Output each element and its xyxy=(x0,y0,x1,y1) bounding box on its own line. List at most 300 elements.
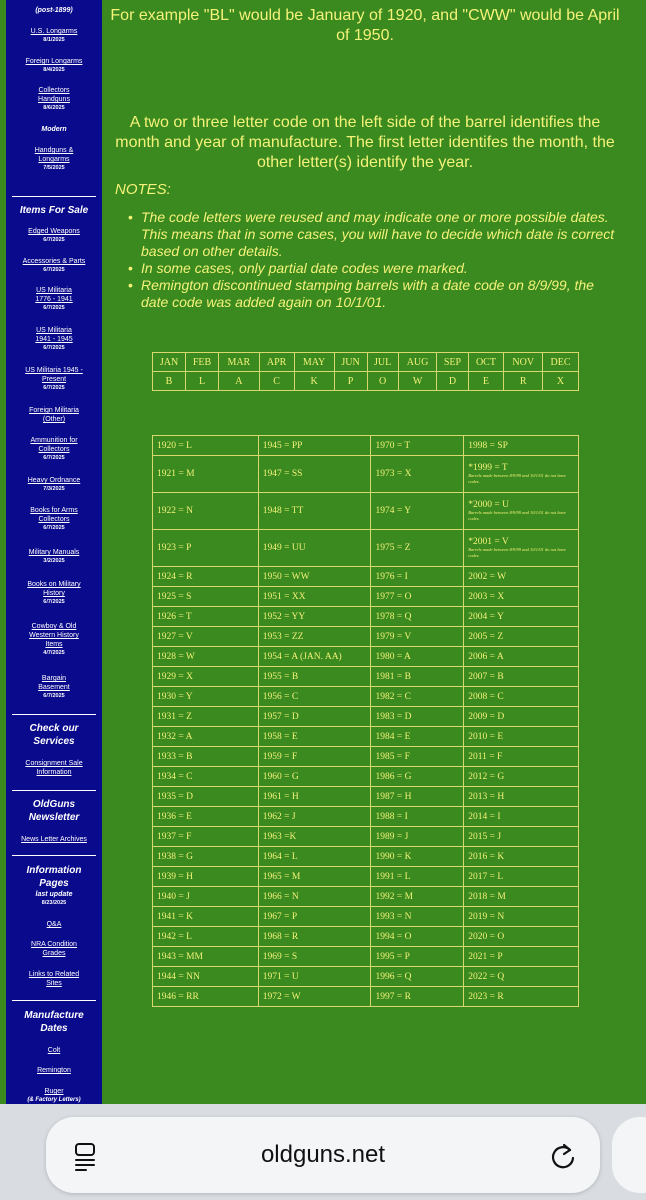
sidebar-item-edged-weapons[interactable] xyxy=(6,227,102,244)
year-code-text: 2016 = K xyxy=(468,851,505,862)
sidebar-item-books-military-history[interactable] xyxy=(6,580,102,606)
year-code-text: 1965 = M xyxy=(262,871,301,882)
year-code-cell xyxy=(153,967,259,987)
year-code-cell xyxy=(258,807,371,827)
month-cell: JAN xyxy=(153,353,186,372)
sidebar-item-us-militaria-1776[interactable] xyxy=(6,286,102,312)
year-code-text: 1962 = J xyxy=(262,811,296,822)
year-code-text: 1920 = L xyxy=(157,440,192,451)
year-code-cell xyxy=(464,567,579,587)
table-row xyxy=(153,587,579,607)
year-code-cell xyxy=(153,847,259,867)
sidebar-date: 4/7/2025 xyxy=(43,650,65,656)
year-code-cell xyxy=(464,827,579,847)
year-code-text: 2012 = G xyxy=(468,771,505,782)
year-code-text: 1954 = A (JAN. AA) xyxy=(262,651,342,662)
year-code-cell xyxy=(258,867,371,887)
month-code-cell: D xyxy=(437,372,468,391)
sidebar-link[interactable]: Books for Arms Collectors xyxy=(30,507,78,523)
sidebar-date: 3/2/2025 xyxy=(43,558,65,564)
year-code-cell xyxy=(371,707,464,727)
year-code-text: 1921 = M xyxy=(157,469,195,479)
year-code-cell xyxy=(258,927,371,947)
sidebar-link[interactable]: Foreign Longarms xyxy=(25,58,83,65)
sidebar-last-update-date: 8/23/2025 xyxy=(41,900,67,906)
year-code-cell xyxy=(258,493,371,530)
year-code-cell xyxy=(464,607,579,627)
table-row xyxy=(153,607,579,627)
sidebar-date: 6/7/2025 xyxy=(43,693,65,699)
sidebar-item-us-longarms[interactable] xyxy=(6,27,102,44)
year-code-cell xyxy=(371,787,464,807)
year-code-text: 1936 = E xyxy=(157,811,192,822)
year-code-text: 1961 = H xyxy=(262,791,299,802)
year-code-text: 1938 = G xyxy=(157,851,193,862)
year-code-text: 1944 = NN xyxy=(157,971,200,982)
sidebar-link[interactable]: Collectors Handguns xyxy=(38,87,70,103)
year-code-cell xyxy=(258,647,371,667)
year-code-text: *2001 = V xyxy=(468,537,509,547)
sidebar-heading-information-pages: Information Pages xyxy=(26,865,82,889)
sidebar-link[interactable]: Edged Weapons xyxy=(28,228,80,235)
year-code-text: 1996 = Q xyxy=(375,971,412,982)
year-code-text: 2022 = Q xyxy=(468,971,505,982)
year-code-text: 1952 = YY xyxy=(262,611,306,622)
year-code-text: 2021 = P xyxy=(468,951,503,962)
sidebar-item-books-arms-collectors[interactable] xyxy=(6,506,102,532)
year-code-text: 1970 = T xyxy=(375,440,411,451)
month-code-cell: O xyxy=(367,372,398,391)
year-code-text: 1955 = B xyxy=(262,671,299,682)
sidebar-date: 8/4/2025 xyxy=(43,67,65,73)
month-cell: JUN xyxy=(334,353,367,372)
year-code-text: 1992 = M xyxy=(375,891,414,902)
table-row xyxy=(153,987,579,1007)
year-code-cell xyxy=(153,807,259,827)
year-code-text: 1967 = P xyxy=(262,911,298,922)
year-code-cell xyxy=(153,456,259,493)
browser-toolbar xyxy=(0,1104,646,1200)
address-bar[interactable] xyxy=(46,1117,600,1193)
sidebar-last-update-label: last update xyxy=(35,891,73,898)
note-text: Remington discontinued stamping barrels with a date code on 8/9/99, the date code was added again on 10/1/01. xyxy=(141,277,594,310)
year-code-text: 1935 = D xyxy=(157,791,193,802)
year-code-cell xyxy=(371,767,464,787)
sidebar-date: 6/7/2025 xyxy=(43,455,65,461)
year-code-text: 1990 = K xyxy=(375,851,412,862)
sidebar-item-ruger[interactable] xyxy=(6,1087,102,1105)
sidebar-link[interactable]: Ammunition for Collectors xyxy=(30,437,78,453)
sidebar-link[interactable]: Links to Related Sites xyxy=(28,971,80,987)
next-tab-pill[interactable] xyxy=(612,1117,646,1193)
bullet-icon: • xyxy=(128,260,133,276)
year-code-cell xyxy=(258,530,371,567)
year-code-text: 1971 = U xyxy=(262,971,299,982)
sidebar-item-nra-grades[interactable] xyxy=(6,940,102,958)
year-code-text: 1942 = L xyxy=(157,931,192,942)
year-code-cell xyxy=(153,867,259,887)
year-code-cell xyxy=(153,436,259,456)
sidebar-divider xyxy=(12,196,96,197)
year-code-cell xyxy=(258,456,371,493)
sidebar-link[interactable]: NRA Condition Grades xyxy=(31,941,77,957)
year-code-cell xyxy=(464,627,579,647)
month-code-table xyxy=(152,352,579,391)
year-code-text: 2017 = L xyxy=(468,871,504,882)
sidebar-item-foreign-longarms[interactable] xyxy=(6,57,102,74)
year-code-text: 2008 = C xyxy=(468,691,504,702)
year-code-cell xyxy=(371,607,464,627)
year-code-cell xyxy=(464,787,579,807)
year-code-cell xyxy=(371,493,464,530)
year-code-cell xyxy=(153,667,259,687)
year-code-cell xyxy=(153,687,259,707)
year-code-cell xyxy=(464,847,579,867)
year-code-text: 1950 = WW xyxy=(262,571,310,582)
month-code-cell: R xyxy=(504,372,543,391)
year-code-cell xyxy=(153,907,259,927)
table-row xyxy=(153,647,579,667)
year-code-text: 2006 = A xyxy=(468,651,504,662)
year-code-cell xyxy=(153,567,259,587)
sidebar-heading-items-for-sale: Items For Sale xyxy=(19,205,89,216)
month-cell: AUG xyxy=(398,353,437,372)
year-code-cell xyxy=(258,687,371,707)
sidebar-date: 6/7/2025 xyxy=(43,267,65,273)
year-code-cell xyxy=(464,456,579,493)
sidebar-link[interactable]: US Militaria 1776 - 1941 xyxy=(35,287,73,303)
year-code-cell xyxy=(258,747,371,767)
year-code-cell xyxy=(371,727,464,747)
year-code-text: 2002 = W xyxy=(468,571,507,582)
bullet-icon: • xyxy=(128,209,133,225)
year-code-cell xyxy=(371,567,464,587)
table-row xyxy=(153,927,579,947)
year-code-cell xyxy=(153,927,259,947)
year-code-cell xyxy=(371,436,464,456)
year-code-text: 1982 = C xyxy=(375,691,411,702)
year-code-cell xyxy=(371,987,464,1007)
year-code-text: 1949 = UU xyxy=(262,543,306,553)
year-code-text: 2007 = B xyxy=(468,671,504,682)
year-code-text: 1957 = D xyxy=(262,711,299,722)
year-code-text: 1925 = S xyxy=(157,591,192,602)
year-code-text: 1933 = B xyxy=(157,751,193,762)
month-code-cell: X xyxy=(543,372,579,391)
sidebar-item-remington[interactable] xyxy=(6,1066,102,1075)
year-code-text: 1977 = O xyxy=(375,591,412,602)
sidebar-item-cowboy-western[interactable] xyxy=(6,622,102,657)
sidebar-item-links[interactable] xyxy=(6,970,102,988)
intro-example-text: For example "BL" would be January of 1920, and "CWW" would be April of 1950. xyxy=(110,7,620,44)
year-code-text: 1969 = S xyxy=(262,951,298,962)
year-code-text: 1984 = E xyxy=(375,731,411,742)
year-code-cell xyxy=(153,707,259,727)
year-code-cell xyxy=(464,867,579,887)
table-row xyxy=(153,787,579,807)
sidebar-link[interactable]: Foreign Militaria (Other) xyxy=(29,407,79,423)
year-code-cell xyxy=(258,847,371,867)
year-code-text: 1974 = Y xyxy=(375,506,412,516)
sidebar-link[interactable]: Books on Military History xyxy=(27,581,81,597)
sidebar-divider xyxy=(12,714,96,715)
month-cell: DEC xyxy=(543,353,579,372)
year-code-text: 1929 = X xyxy=(157,671,193,682)
year-code-text: *2000 = U xyxy=(468,500,509,510)
year-code-cell xyxy=(371,827,464,847)
year-code-cell xyxy=(464,887,579,907)
year-code-text: 1960 = G xyxy=(262,771,299,782)
note-item xyxy=(128,277,618,311)
sidebar-item-modern-handguns-longarms[interactable] xyxy=(6,146,102,172)
year-code-cell xyxy=(371,456,464,493)
sidebar-item-military-manuals[interactable] xyxy=(6,548,102,565)
year-code-cell xyxy=(258,567,371,587)
year-code-cell xyxy=(371,887,464,907)
sidebar-link[interactable]: Military Manuals xyxy=(28,549,80,556)
note-text: The code letters were reused and may indicate one or more possible dates. This means that in some cases, you will have to decide which date is correct based on other details. xyxy=(141,209,615,259)
year-code-text: 1951 = XX xyxy=(262,591,306,602)
sidebar-heading-newsletter: OldGuns Newsletter xyxy=(28,799,80,823)
note-item xyxy=(128,260,618,277)
year-code-cell xyxy=(258,987,371,1007)
year-code-cell xyxy=(371,587,464,607)
sidebar-item-bargain-basement[interactable] xyxy=(6,674,102,700)
year-code-cell xyxy=(464,530,579,567)
year-code-text: 1973 = X xyxy=(375,469,412,479)
sidebar-item-accessories-parts[interactable] xyxy=(6,257,102,274)
year-code-cell xyxy=(371,967,464,987)
month-code-cell: C xyxy=(259,372,294,391)
year-code-text: 1983 = D xyxy=(375,711,412,722)
year-code-text: 1943 = MM xyxy=(157,951,204,962)
year-code-cell xyxy=(153,987,259,1007)
table-row xyxy=(153,907,579,927)
table-row xyxy=(153,456,579,493)
table-row xyxy=(153,807,579,827)
sidebar-item-us-militaria-1941[interactable] xyxy=(6,326,102,352)
sidebar-link[interactable]: U.S. Longarms xyxy=(30,28,78,35)
year-code-cell xyxy=(258,767,371,787)
table-row xyxy=(153,747,579,767)
year-code-text: 1923 = P xyxy=(157,543,192,553)
sidebar-item-qa[interactable] xyxy=(6,920,102,929)
year-code-text: 1932 = A xyxy=(157,731,193,742)
year-code-cell xyxy=(153,493,259,530)
year-code-text: 2010 = E xyxy=(468,731,504,742)
sidebar-item-us-militaria-1945[interactable] xyxy=(6,366,102,392)
year-code-text: 1931 = Z xyxy=(157,711,192,722)
table-row xyxy=(153,627,579,647)
table-row xyxy=(153,767,579,787)
sidebar-item-heavy-ordnance[interactable] xyxy=(6,476,102,493)
sidebar-link[interactable]: Colt xyxy=(47,1047,61,1054)
sidebar-link[interactable]: US Militaria 1941 - 1945 xyxy=(35,327,73,343)
year-code-text: 1958 = E xyxy=(262,731,298,742)
year-code-text: 1940 = J xyxy=(157,891,190,902)
year-code-cell xyxy=(153,787,259,807)
month-cell: MAR xyxy=(219,353,260,372)
year-code-text: 2003 = X xyxy=(468,591,505,602)
year-code-cell xyxy=(153,587,259,607)
sidebar-item-ammunition[interactable] xyxy=(6,436,102,462)
year-code-text: 2023 = R xyxy=(468,991,504,1002)
year-code-cell xyxy=(153,647,259,667)
year-code-cell xyxy=(258,587,371,607)
table-row xyxy=(153,967,579,987)
sidebar-link[interactable]: US Militaria 1945 - Present xyxy=(25,367,83,383)
sidebar-date: 7/3/2025 xyxy=(43,486,65,492)
table-row xyxy=(153,827,579,847)
year-code-text: 1987 = H xyxy=(375,791,412,802)
sidebar-link[interactable]: News Letter Archives xyxy=(21,836,87,843)
year-code-text: 2013 = H xyxy=(468,791,505,802)
year-code-text: 2018 = M xyxy=(468,891,506,902)
year-code-cell xyxy=(258,667,371,687)
sidebar xyxy=(6,0,102,1110)
month-cell: MAY xyxy=(294,353,334,372)
table-row xyxy=(153,707,579,727)
year-code-text: 1939 = H xyxy=(157,871,193,882)
year-code-text: 2015 = J xyxy=(468,831,502,842)
year-code-cell xyxy=(371,847,464,867)
year-code-text: 1964 = L xyxy=(262,851,298,862)
year-code-text: 1959 = F xyxy=(262,751,298,762)
year-code-text: 1963 =K xyxy=(262,831,297,842)
year-code-table xyxy=(152,435,579,1007)
year-code-cell xyxy=(371,747,464,767)
month-code-cell: E xyxy=(468,372,504,391)
year-code-cell xyxy=(371,907,464,927)
year-code-cell xyxy=(153,627,259,647)
year-code-cell xyxy=(371,867,464,887)
sidebar-link[interactable]: Bargain Basement xyxy=(38,675,70,691)
year-code-cell xyxy=(464,807,579,827)
sidebar-item-consignment[interactable] xyxy=(6,759,102,777)
year-code-text: 2011 = F xyxy=(468,751,503,762)
sidebar-item-colt[interactable] xyxy=(6,1046,102,1055)
sidebar-link[interactable]: Cowboy & Old Western History Items xyxy=(29,623,79,648)
sidebar-link[interactable]: Q&A xyxy=(46,921,62,928)
month-cell: JUL xyxy=(367,353,398,372)
url-text[interactable]: oldguns.net xyxy=(260,1141,386,1168)
year-code-text: 2005 = Z xyxy=(468,631,504,642)
table-row xyxy=(153,687,579,707)
sidebar-divider xyxy=(12,1000,96,1001)
sidebar-ruger-sub: (& Factory Letters) xyxy=(27,1097,81,1103)
sidebar-link[interactable]: Accessories & Parts xyxy=(22,258,86,265)
month-code-cell: A xyxy=(219,372,260,391)
month-cell: NOV xyxy=(504,353,543,372)
year-code-cell xyxy=(464,587,579,607)
sidebar-link[interactable]: Consignment Sale Information xyxy=(25,760,83,776)
table-row xyxy=(153,567,579,587)
year-code-text: 1953 = ZZ xyxy=(262,631,304,642)
year-code-cell xyxy=(371,927,464,947)
year-code-cell xyxy=(153,767,259,787)
year-code-text: 1986 = G xyxy=(375,771,412,782)
sidebar-item-collectors-handguns[interactable] xyxy=(6,86,102,112)
year-code-cell xyxy=(258,436,371,456)
sidebar-item-newsletter-archives[interactable] xyxy=(6,835,102,844)
year-code-text: 1946 = RR xyxy=(157,991,199,1002)
month-cell: FEB xyxy=(186,353,219,372)
table-row xyxy=(153,436,579,456)
sidebar-link[interactable]: Heavy Ordnance xyxy=(27,477,81,484)
year-code-cell xyxy=(464,727,579,747)
sidebar-date: 6/7/2025 xyxy=(43,385,65,391)
year-code-text: 1930 = Y xyxy=(157,691,193,702)
sidebar-link[interactable]: Remington xyxy=(37,1067,71,1074)
year-code-cell xyxy=(464,987,579,1007)
year-code-cell xyxy=(371,947,464,967)
sidebar-heading-check-services: Check our Services xyxy=(29,723,79,747)
year-code-text: 1926 = T xyxy=(157,611,192,622)
remington-gap-note: Barrels made between 8/9/99 and 10/1/01 do not have codes. xyxy=(468,547,566,558)
sidebar-top-label: (post-1899) xyxy=(35,7,73,14)
year-code-text: 1966 = N xyxy=(262,891,299,902)
year-code-text: *1999 = T xyxy=(468,463,508,473)
sidebar-divider xyxy=(12,855,96,856)
table-row xyxy=(153,847,579,867)
year-code-text: 1991 = L xyxy=(375,871,411,882)
table-row xyxy=(153,947,579,967)
sidebar-item-foreign-militaria[interactable] xyxy=(6,406,102,424)
year-code-cell xyxy=(258,607,371,627)
table-row xyxy=(153,530,579,567)
table-row xyxy=(153,887,579,907)
year-code-text: 1985 = F xyxy=(375,751,410,762)
sidebar-link[interactable]: Handguns & Longarms xyxy=(34,147,74,163)
year-code-cell xyxy=(153,947,259,967)
year-code-text: 1947 = SS xyxy=(262,469,303,479)
note-item xyxy=(128,209,618,260)
sidebar-link[interactable]: Ruger xyxy=(44,1088,64,1095)
year-code-cell xyxy=(153,607,259,627)
remington-gap-note: Barrels made between 8/9/99 and 10/1/01 do not have codes. xyxy=(468,510,566,521)
year-code-cell xyxy=(371,627,464,647)
year-code-cell xyxy=(153,887,259,907)
year-code-text: 1937 = F xyxy=(157,831,192,842)
sidebar-date: 8/1/2025 xyxy=(43,37,65,43)
year-code-text: 2004 = Y xyxy=(468,611,504,622)
year-code-cell xyxy=(258,627,371,647)
year-code-cell xyxy=(371,530,464,567)
table-row xyxy=(153,493,579,530)
year-code-text: 2009 = D xyxy=(468,711,505,722)
month-code-cell: P xyxy=(334,372,367,391)
year-code-text: 2020 = O xyxy=(468,931,505,942)
year-code-cell xyxy=(258,967,371,987)
table-row xyxy=(153,727,579,747)
year-code-cell xyxy=(153,827,259,847)
year-code-cell xyxy=(464,493,579,530)
year-code-cell xyxy=(464,747,579,767)
year-code-text: 1927 = V xyxy=(157,631,193,642)
year-code-text: 1945 = PP xyxy=(262,440,303,451)
sidebar-date: 7/5/2025 xyxy=(43,165,65,171)
sidebar-date: 6/7/2025 xyxy=(43,237,65,243)
month-code-cell: L xyxy=(186,372,219,391)
year-code-text: 1976 = I xyxy=(375,571,408,582)
year-code-text: 1994 = O xyxy=(375,931,412,942)
intro-code-explanation: A two or three letter code on the left side of the barrel identifies the month and year of manufacture. The first letter identifes the month, the other letter(s) identify the year. xyxy=(115,114,615,171)
year-code-cell xyxy=(258,827,371,847)
reload-icon[interactable] xyxy=(549,1141,577,1171)
sidebar-date: 6/7/2025 xyxy=(43,345,65,351)
month-header-row xyxy=(153,353,579,372)
year-code-cell xyxy=(153,530,259,567)
